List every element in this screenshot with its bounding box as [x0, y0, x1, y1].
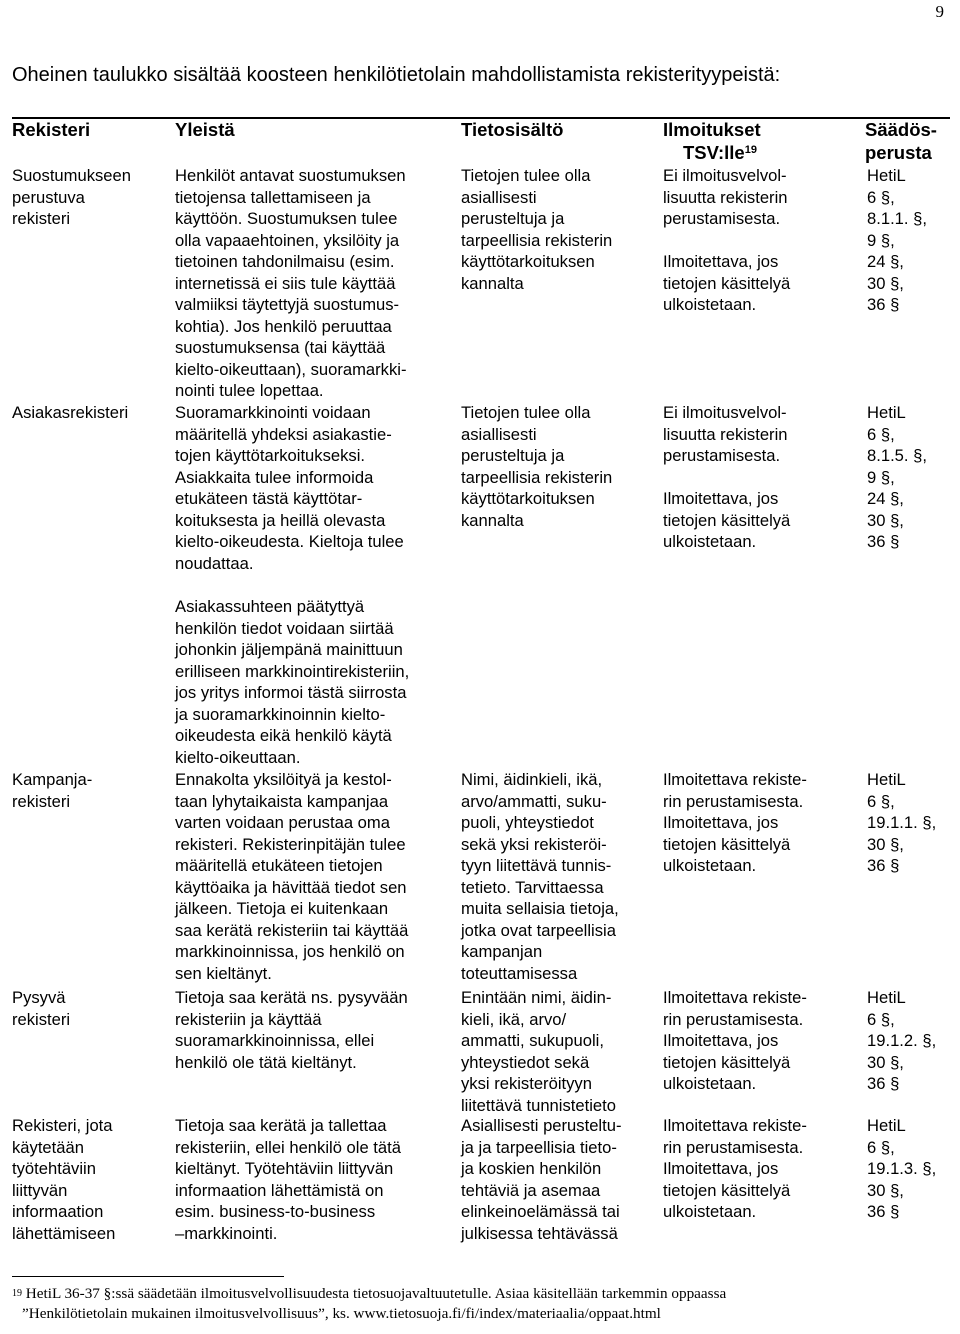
row3-legal-cell: HetiL 6 §, 19.1.1. §, 30 §, 36 § — [867, 770, 937, 875]
footnote-line1 — [12, 1284, 947, 1304]
row4-general-cell: Tietoja saa kerätä ns. pysyvään rekisteriin ja käyttää suoramarkkinoinnissa, ellei henkilö ole tätä kieltänyt. — [175, 988, 408, 1072]
row1-content-cell: Tietojen tulee olla asiallisesti perusteltuja ja tarpeellisia rekisterin käyttötarkoituksen kannalta — [461, 166, 613, 293]
footnote-text-1: HetiL 36-37 §:ssä säädetään ilmoitusvelvollisuudesta tietosuojavaltuutetulle. Asiaa käsitellään tarkemmin oppaassa — [25, 1285, 727, 1302]
row4-name-cell: Pysyvä rekisteri — [12, 988, 71, 1029]
row2-general-cell: Suoramarkkinointi voidaan määritellä yhdeksi asiakastie- tojen käyttötarkoitukseksi. Asiakkaita tulee informoida etukäteen tästä käyttötar- koituksesta ja heillä olevasta kielto-oikeudesta. Kieltoja tulee noudattaa. — [175, 403, 404, 573]
row1-general-cell: Henkilöt antavat suostumuksen tietojensa tallettamiseen ja käyttöön. Suostumuksen tulee olla vapaaehtoinen, yksilöity ja tietoinen tahdonilmaisu (esim. internetissä ei siis tule käyttää valmiiksi täytettyjä suostumus- kohtia). Jos henkilö peruuttaa suostumuksensa (tai käyttää kielto-oikeuttaan), suoramarkki- nointi tulee lopettaa. — [175, 166, 407, 400]
header-ilmoitukset — [663, 118, 848, 164]
row5-notices-cell: Ilmoitettava rekiste- rin perustamisesta. Ilmoitettava, jos tietojen käsittelyä ulkoistetaan. — [663, 1116, 807, 1221]
footnote — [12, 1284, 947, 1324]
footnote-marker: 19 — [12, 1288, 22, 1299]
header-ilmoitukset-line2 — [663, 141, 848, 164]
row2-general-extra-cell: Asiakassuhteen päätyttyä henkilön tiedot voidaan siirtää johonkin jäljempänä mainittuun erilliseen markkinointirekisteriin, jos yritys informoi tästä siirrosta ja suoramarkkinoinnin kielto- oikeudesta eikä henkilö käytä kielto-oikeuttaan. — [175, 597, 410, 767]
row4-notices-cell: Ilmoitettava rekiste- rin perustamisesta. Ilmoitettava, jos tietojen käsittelyä ulkoistetaan. — [663, 988, 807, 1093]
row4-legal-cell: HetiL 6 §, 19.1.2. §, 30 §, 36 § — [867, 988, 937, 1093]
row3-content-cell: Nimi, äidinkieli, ikä, arvo/ammatti, suku- puoli, yhteystiedot sekä yksi rekisteröi- tyyn liitettävä tunnis- tetieto. Tarvittaessa muita sellaisia tietoja, jotka ovat tarpeellisia kampanjan toteuttamisessa — [461, 770, 619, 983]
row2-content-cell: Tietojen tulee olla asiallisesti perusteltuja ja tarpeellisia rekisterin käyttötarkoituksen kannalta — [461, 403, 613, 530]
row2-notices-cell: Ei ilmoitusvelvol- lisuutta rekisterin perustamisesta. Ilmoitettava, jos tietojen käsittelyä ulkoistetaan. — [663, 403, 791, 551]
header-tsv: TSV:lle — [683, 142, 745, 163]
row4-content-cell: Enintään nimi, äidin- kieli, ikä, arvo/ ammatti, sukupuoli, yhteystiedot sekä yksi rekisteröityyn liitettävä tunnistetieto — [461, 988, 616, 1115]
header-saados-line1: Säädös- — [865, 119, 937, 140]
row5-general-cell: Tietoja saa kerätä ja tallettaa rekisteriin, ellei henkilö ole tätä kieltänyt. Työtehtäviin liittyvän informaation lähettämistä on esim. business-to-business –markkinointi. — [175, 1116, 401, 1243]
intro-heading: Oheinen taulukko sisältää koosteen henkilötietolain mahdollistamista rekisterityypeistä: — [12, 64, 781, 86]
row1-name-cell: Suostumukseen perustuva rekisteri — [12, 166, 131, 228]
row3-notices-cell: Ilmoitettava rekiste- rin perustamisesta. Ilmoitettava, jos tietojen käsittelyä ulkoistetaan. — [663, 770, 807, 875]
row5-legal-cell: HetiL 6 §, 19.1.3. §, 30 §, 36 § — [867, 1116, 937, 1221]
header-saados-line2: perusta — [865, 142, 932, 163]
header-rekisteri: Rekisteri — [12, 119, 91, 140]
row5-name-cell: Rekisteri, jota käytetään työtehtäviin liittyvän informaation lähettämiseen — [12, 1116, 116, 1243]
page-number: 9 — [935, 2, 944, 21]
header-saadosperusta — [865, 118, 955, 164]
header-tietosisalto: Tietosisältö — [461, 119, 564, 140]
row1-notices-cell: Ei ilmoitusvelvol- lisuutta rekisterin perustamisesta. Ilmoitettava, jos tietojen käsittelyä ulkoistetaan. — [663, 166, 791, 314]
row3-name-cell: Kampanja- rekisteri — [12, 770, 93, 811]
footnote-line2: ”Henkilötietolain mukainen ilmoitusvelvollisuus”, ks. www.tietosuoja.fi/fi/index/materiaalia/oppaat.html — [22, 1305, 661, 1322]
row2-name-cell: Asiakasrekisteri — [12, 403, 129, 422]
row2-legal-cell: HetiL 6 §, 8.1.5. §, 9 §, 24 §, 30 §, 36 § — [867, 403, 927, 551]
row5-content-cell: Asiallisesti perusteltu- ja ja tarpeellisia tieto- ja koskien henkilön tehtäviä ja asemaa elinkeinoelämässä tai julkisessa tehtävässä — [461, 1116, 622, 1243]
header-yleista: Yleistä — [175, 119, 235, 140]
footnote-separator — [12, 1276, 284, 1277]
row1-legal-cell: HetiL 6 §, 8.1.1. §, 9 §, 24 §, 30 §, 36 § — [867, 166, 927, 314]
header-ilmoitukset-line1: Ilmoitukset — [663, 119, 761, 140]
row3-general-cell: Ennakolta yksilöityä ja kestol- taan lyhytaikaista kampanjaa varten voidaan perustaa oma rekisteri. Rekisterinpitäjän tulee määritellä etukäteen tietojen käyttöaika ja hävittää tiedot sen jälkeen. Tietoja ei kuitenkaan saa kerätä rekisteriin tai käyttää markkinoinnissa, jos henkilö on sen kieltänyt. — [175, 770, 409, 983]
footnote-ref-19[interactable]: 19 — [744, 144, 757, 156]
